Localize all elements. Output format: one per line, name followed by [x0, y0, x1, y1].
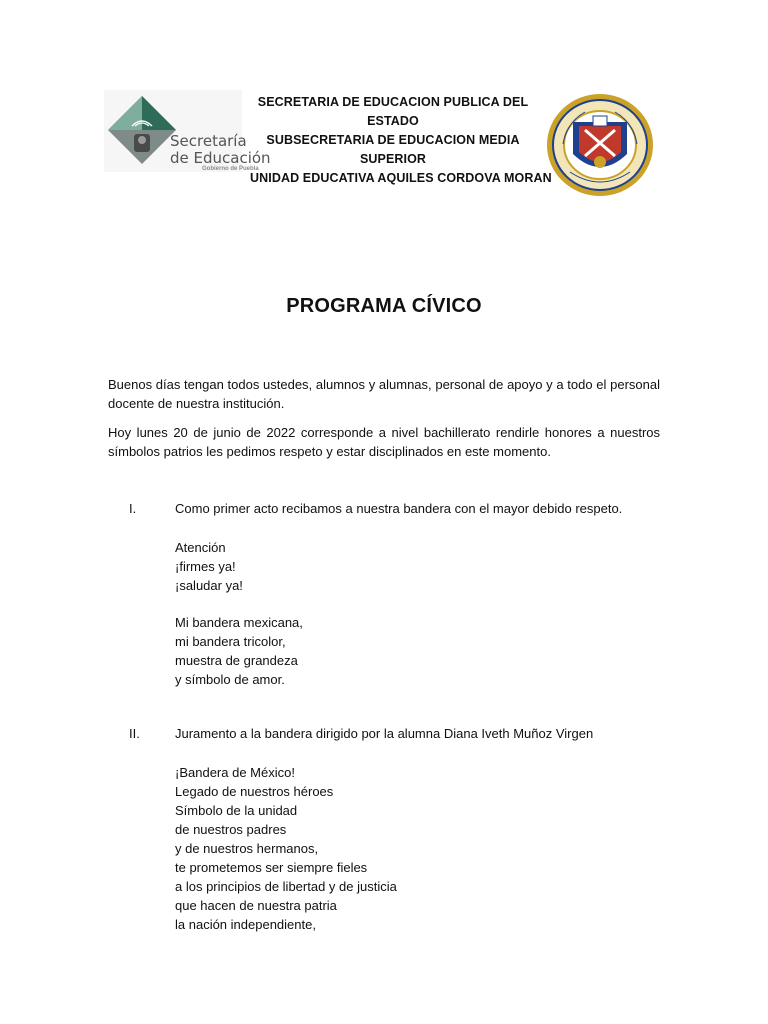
header-line: SUBSECRETARIA DE EDUCACION MEDIA	[266, 133, 520, 147]
greeting-paragraph: Buenos días tengan todos ustedes, alumnos y alumnas, personal de apoyo y a todo el personal docente de nuestra institución.	[108, 377, 660, 411]
verse-line: y símbolo de amor.	[175, 672, 285, 687]
section-heading: Como primer acto recibamos a nuestra bandera con el mayor debido respeto.	[175, 501, 623, 516]
section-number: I.	[129, 501, 137, 516]
oath-line: de nuestros padres	[175, 822, 287, 837]
header-line: UNIDAD EDUCATIVA AQUILES CORDOVA MORAN	[250, 171, 552, 185]
logo-word-educacion: de Educación	[170, 149, 271, 167]
command-line: Atención	[175, 540, 226, 555]
diamond-emblem-icon	[108, 96, 176, 164]
command-line: ¡firmes ya!	[175, 559, 236, 574]
oath-block	[175, 763, 397, 934]
header-line: ESTADO	[367, 114, 419, 128]
oath-line: ¡Bandera de México!	[175, 765, 295, 780]
section-heading: Juramento a la bandera dirigido por la alumna Diana Iveth Muñoz Virgen	[175, 726, 594, 741]
document-title: PROGRAMA CÍVICO	[286, 295, 482, 317]
oath-line: y de nuestros hermanos,	[175, 841, 319, 856]
header-line: SECRETARIA DE EDUCACION PUBLICA DEL	[257, 95, 529, 109]
oath-line: Legado de nuestros héroes	[175, 784, 334, 799]
section-number: II.	[129, 726, 140, 741]
intro-paragraph: Hoy lunes 20 de junio de 2022 corresponde a nivel bachillerato rendirle honores a nuestros símbolos patrios les pedimos respeto y estar disciplinados en este momento.	[108, 425, 660, 459]
institution-header	[250, 93, 552, 188]
secretaria-educacion-logo	[104, 90, 271, 172]
verse-line: Mi bandera mexicana,	[175, 615, 303, 630]
verse-line: mi bandera tricolor,	[175, 634, 286, 649]
oath-line: Símbolo de la unidad	[175, 803, 298, 818]
verse-block	[175, 613, 303, 689]
school-seal-icon	[545, 92, 655, 198]
oath-line: a los principios de libertad y de justicia	[175, 879, 397, 894]
oath-line: te prometemos ser siempre fieles	[175, 860, 368, 875]
oath-line: la nación independiente,	[175, 917, 316, 932]
logo-word-secretaria: Secretaría	[170, 132, 247, 150]
oath-line: que hacen de nuestra patria	[175, 898, 337, 913]
verse-line: muestra de grandeza	[175, 653, 298, 668]
header-line: SUPERIOR	[359, 152, 427, 166]
logo-word-gobierno: Gobierno de Puebla	[202, 166, 259, 172]
command-line: ¡saludar ya!	[175, 578, 243, 593]
commands-block	[175, 538, 243, 595]
